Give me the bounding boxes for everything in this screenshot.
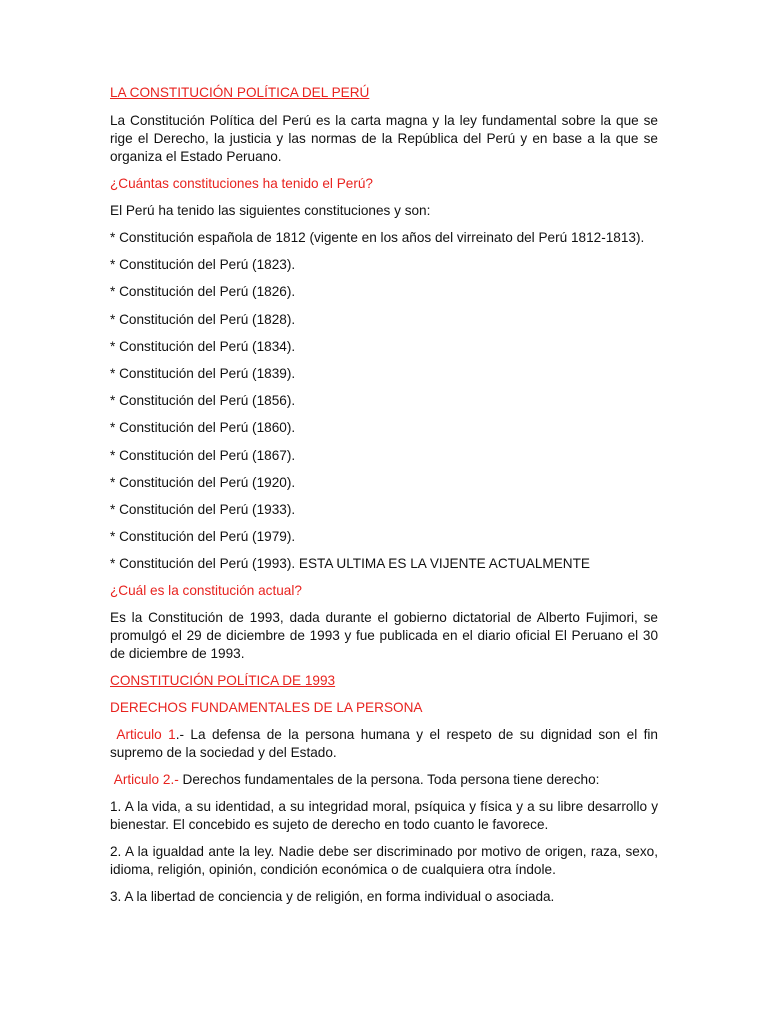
article-1: [110, 726, 658, 762]
right-item: 3. A la libertad de conciencia y de religión, en forma individual o asociada.: [110, 889, 555, 905]
list-item: * Constitución del Perú (1828).: [110, 311, 296, 327]
list-item: * Constitución del Perú (1826).: [110, 284, 296, 300]
list-item: * Constitución del Perú (1979).: [110, 529, 296, 545]
article-1-label: Articulo 1: [116, 727, 176, 743]
list-item: * Constitución del Perú (1856).: [110, 393, 296, 409]
section-title: CONSTITUCIÓN POLÍTICA DE 1993: [110, 673, 336, 689]
list-item: * Constitución del Perú (1839).: [110, 365, 296, 381]
article-2: [110, 771, 658, 789]
list-item: * Constitución del Perú (1867).: [110, 447, 296, 463]
article-2-text: Derechos fundamentales de la persona. Toda persona tiene derecho:: [178, 772, 600, 788]
list-item: * Constitución española de 1812 (vigente en los años del virreinato del Perú 1812-1813).: [110, 230, 645, 245]
list-item: * Constitución del Perú (1834).: [110, 338, 296, 354]
list-item: * Constitución del Perú (1920).: [110, 474, 296, 490]
constitutions-list: [110, 229, 658, 573]
document-body: [110, 84, 658, 915]
answer-constitution-count: El Perú ha tenido las siguientes constituciones y son:: [110, 203, 431, 218]
article-2-label: Articulo 2.-: [113, 772, 179, 788]
list-item: * Constitución del Perú (1993). ESTA ULTIMA ES LA VIJENTE ACTUALMENTE: [110, 556, 590, 572]
answer-current-constitution: Es la Constitución de 1993, dada durante el gobierno dictatorial de Alberto Fujimori, se promulgó el 29 de diciembre de 1993 y fue publicada en el diario oficial El Peruano el 30 de diciembre de 1993.: [110, 610, 658, 662]
right-item: 2. A la igualdad ante la ley. Nadie debe ser discriminado por motivo de origen, raza, sexo, idioma, religión, opinión, condición económica o de cualquiera otra índole.: [110, 844, 658, 878]
list-item: * Constitución del Perú (1860).: [110, 420, 296, 436]
list-item: * Constitución del Perú (1933).: [110, 501, 296, 517]
intro-paragraph: La Constitución Política del Perú es la carta magna y la ley fundamental sobre la que se rige el Derecho, la justicia y las normas de la República del Perú y en base a la que se organiza el Estado Peruano.: [110, 113, 658, 164]
right-item: 1. A la vida, a su identidad, a su integridad moral, psíquica y física y a su libre desarrollo y bienestar. El concebido es sujeto de derecho en todo cuanto le favorece.: [110, 799, 658, 833]
subsection-title: DERECHOS FUNDAMENTALES DE LA PERSONA: [110, 700, 423, 716]
question-constitution-count: ¿Cuántas constituciones ha tenido el Perú?: [110, 176, 373, 191]
list-item: * Constitución del Perú (1823).: [110, 257, 296, 273]
article-1-text: .- La defensa de la persona humana y el respeto de su dignidad son el fin supremo de la sociedad y del Estado.: [110, 727, 658, 761]
document-title: LA CONSTITUCIÓN POLÍTICA DEL PERÚ: [110, 85, 370, 100]
question-current-constitution: ¿Cuál es la constitución actual?: [110, 583, 302, 599]
